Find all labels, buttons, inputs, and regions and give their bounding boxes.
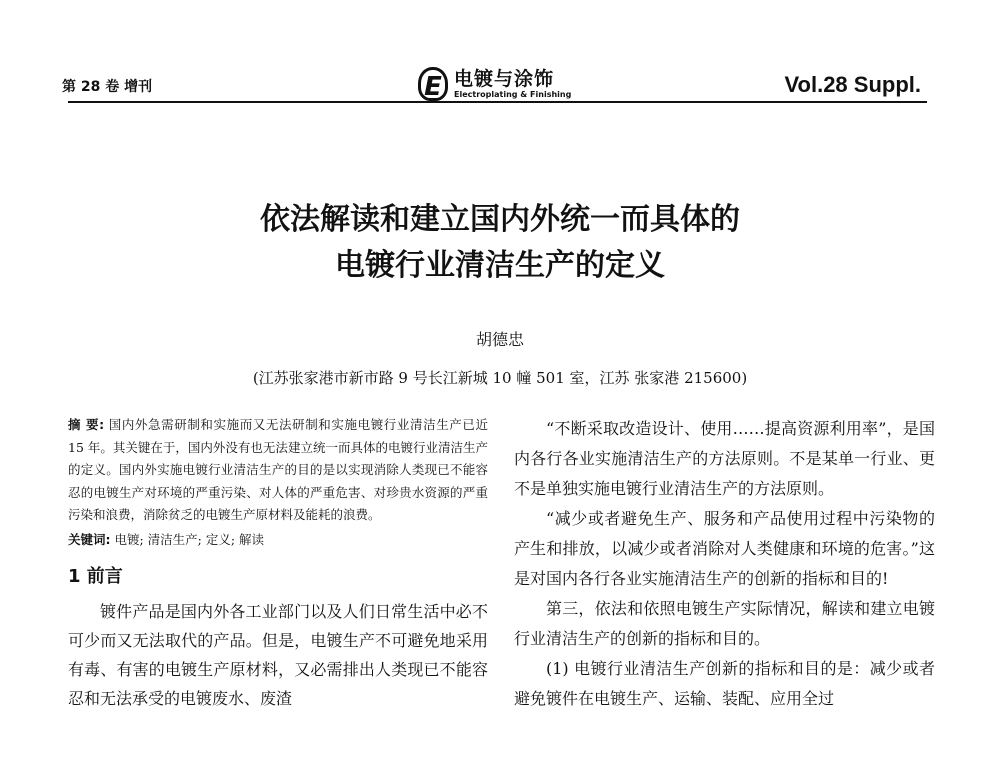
body-paragraph-1: “不断采取改造设计、使用……提高资源利用率”，是国内各行各业实施清洁生产的方法原则。不是某单一行业、更不是单独实施电镀行业清洁生产的方法原则。 <box>514 419 935 498</box>
header-rule <box>68 101 927 103</box>
abstract <box>68 414 488 527</box>
keywords-label: 关键词: <box>68 531 111 547</box>
title-line-1: 依法解读和建立国内外统一而具体的 <box>260 202 740 237</box>
keywords-text: 电镀; 清洁生产; 定义; 解读 <box>114 531 265 547</box>
journal-name-en: Electroplating & Finishing <box>454 89 572 99</box>
right-column <box>514 414 935 714</box>
running-header-vol-en: Vol.28 Suppl. <box>784 72 921 97</box>
body-paragraph-3: 第三，依法和依照电镀生产实际情况，解读和建立电镀行业清洁生产的创新的指标和目的。 <box>514 599 935 648</box>
abstract-text: 国内外急需研制和实施而又无法研制和实施电镀行业清洁生产已近 15 年。其关键在于，国内外没有也无法建立统一而具体的电镀行业清洁生产的定义。国内外实施电镀行业清洁生产的目的是以实现消除人类现已不能容忍的电镀生产对环境的严重污染、对人体的严重危害、对珍贵水资源的严重污染和浪费，消除贫乏的电镀生产原材料及能耗的浪费。 <box>68 417 488 522</box>
running-header-volume: 第 28 卷 增刊 <box>62 79 153 95</box>
intro-paragraph: 镀件产品是国内外各工业部门以及人们日常生活中必不可少而又无法取代的产品。但是，电镀生产不可避免地采用有毒、有害的电镀生产原材料，又必需排出人类现已不能容忍和无法承受的电镀废水、废渣 <box>68 602 488 708</box>
journal-logo <box>418 64 571 104</box>
author-affiliation: (江苏张家港市新市路 9 号长江新城 10 幢 501 室，江苏 张家港 215600) <box>252 369 748 387</box>
keywords <box>68 529 488 552</box>
article-title <box>0 197 1000 289</box>
journal-name-cn: 电镀与涂饰 <box>454 67 555 90</box>
title-line-2: 电镀行业清洁生产的定义 <box>335 248 665 283</box>
journal-logo-icon: E <box>418 67 448 101</box>
body-paragraph-4: (1) 电镀行业清洁生产创新的指标和目的是：减少或者避免镀件在电镀生产、运输、装配、应用全过 <box>514 659 935 708</box>
left-column <box>68 414 488 713</box>
body-paragraph-2: “减少或者避免生产、服务和产品使用过程中污染物的产生和排放，以减少或者消除对人类健康和环境的危害。”这是对国内各行各业实施清洁生产的创新的指标和目的! <box>514 509 935 588</box>
abstract-label: 摘 要: <box>68 417 105 432</box>
section-heading-intro: 1 前言 <box>68 566 123 587</box>
author-name: 胡德忠 <box>475 330 524 349</box>
